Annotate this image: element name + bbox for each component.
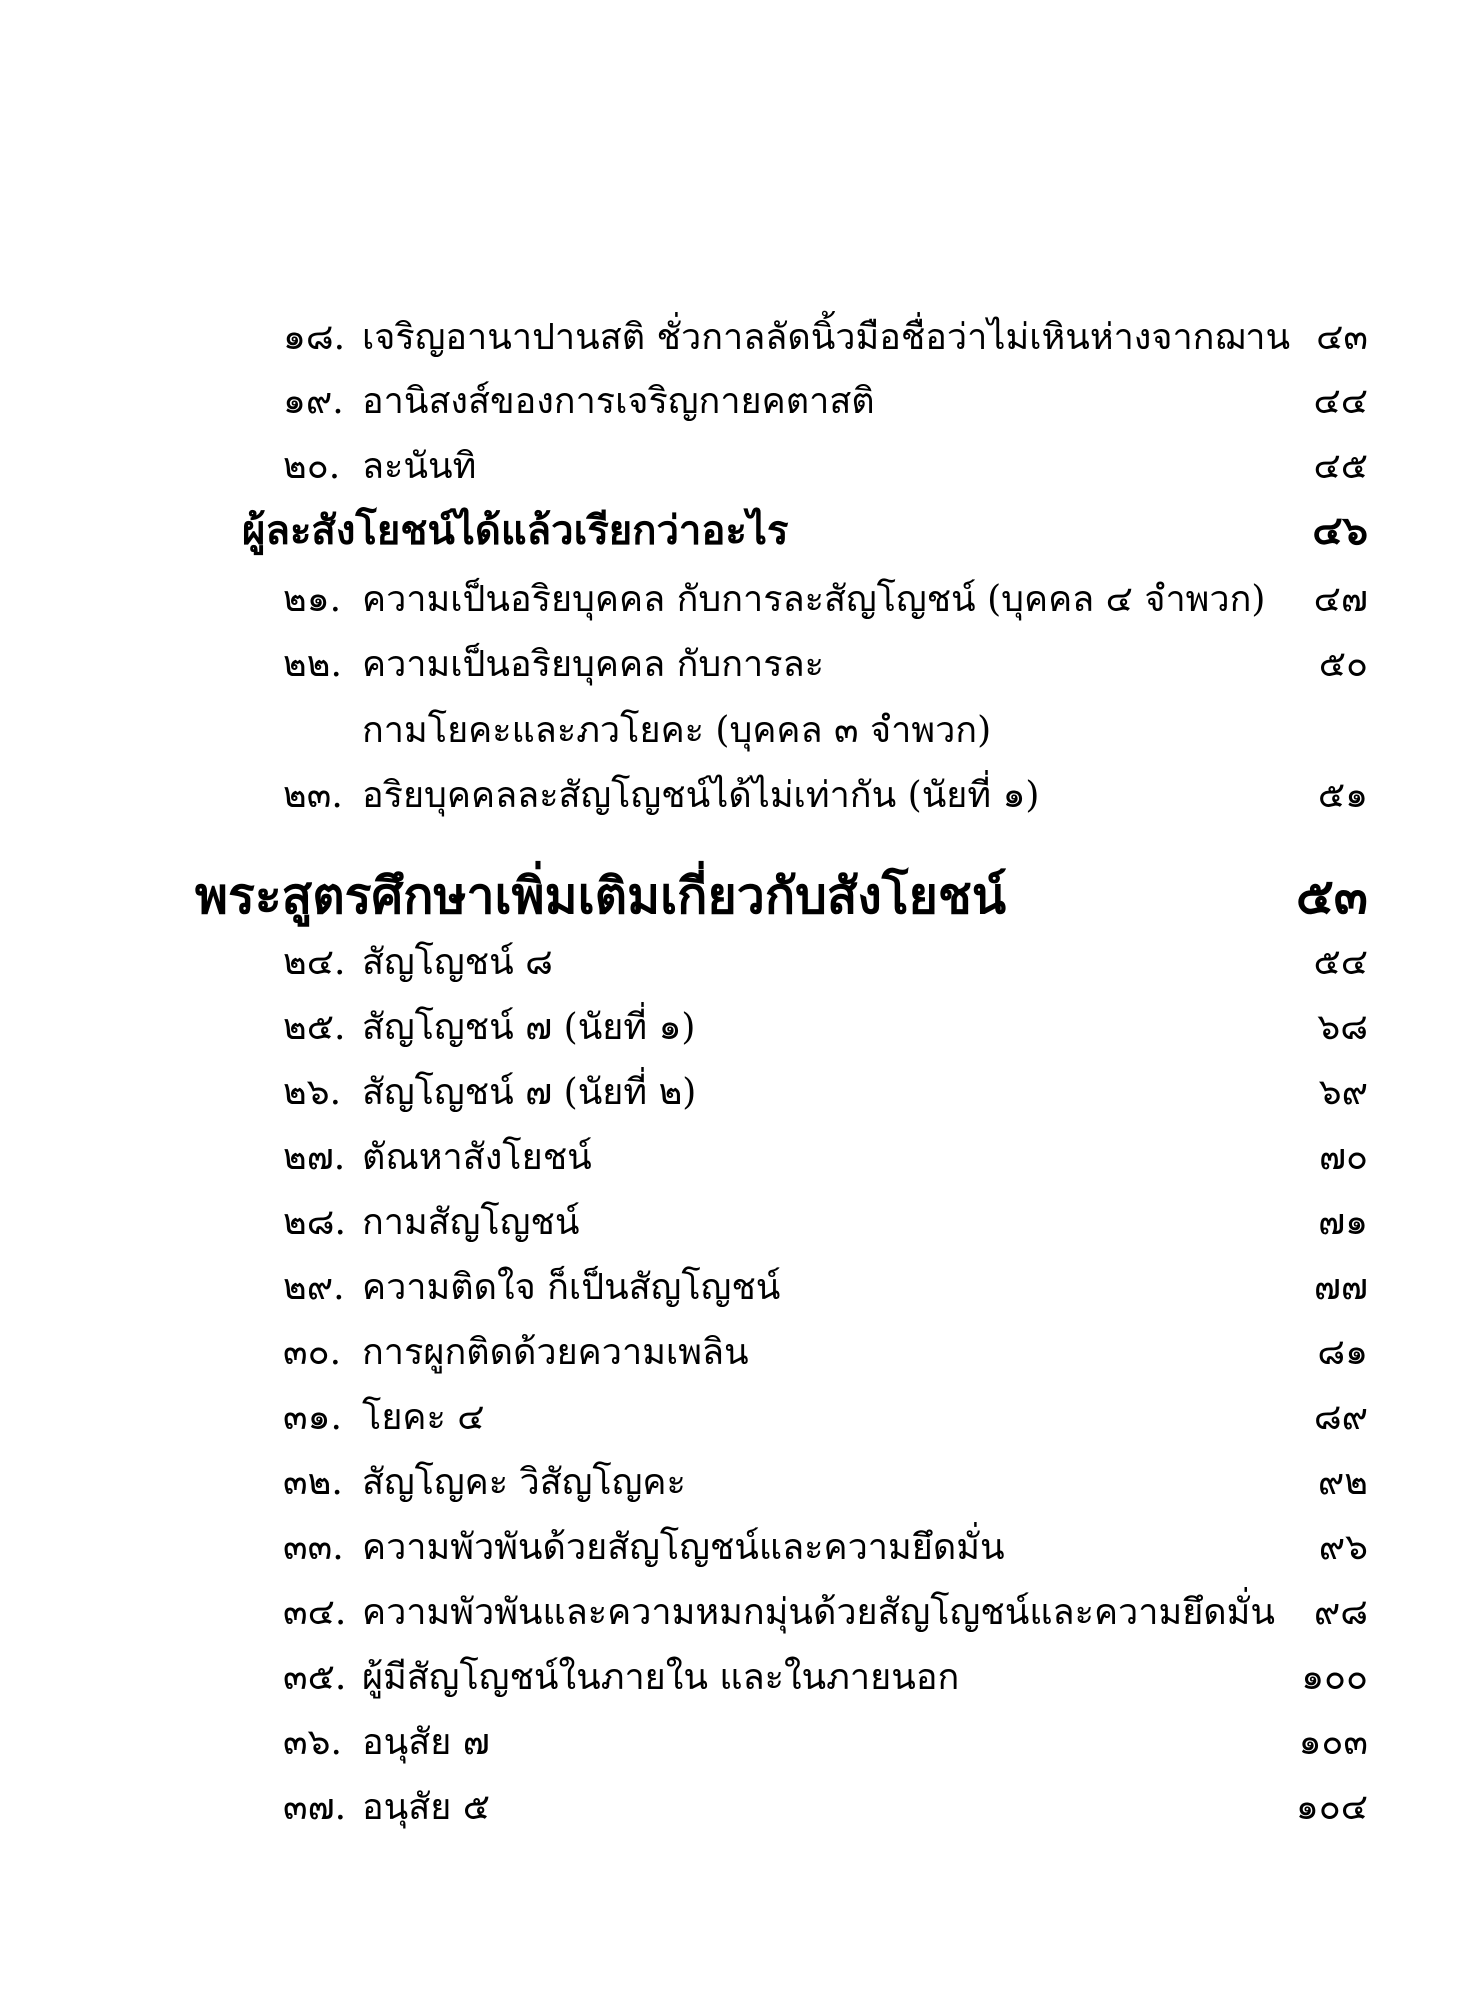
entry-number: ๒๓. [283,775,343,816]
page-number: ๑๐๓ [1298,1722,1368,1763]
page-number: ๕๐ [1318,644,1368,685]
entry-number: ๒๖. [283,1072,342,1113]
toc-entry [0,1069,1476,1117]
entry-number: ๒๗. [283,1137,346,1178]
section-title: พระสูตรศึกษาเพิ่มเติมเกี่ยวกับสังโยชน์ [195,866,1007,925]
page-number: ๔๕ [1313,446,1368,487]
page-number: ๙๖ [1318,1527,1368,1568]
page-number: ๗๐ [1318,1137,1368,1178]
entry-number: ๓๕. [283,1657,347,1698]
entry-number: ๓๗. [283,1787,347,1828]
toc-entry [0,378,1476,426]
entry-title: ละนันทิ [362,446,477,487]
toc-entry [0,1524,1476,1572]
entry-number: ๓๒. [283,1462,343,1503]
entry-title: ความพัวพันด้วยสัญโญชน์และความยึดมั่น [362,1527,1005,1568]
entry-number: ๑๙. [283,381,344,422]
entry-title: ความพัวพันและความหมกมุ่นด้วยสัญโญชน์และความยึดมั่น [362,1592,1276,1633]
page-number: ๗๑ [1318,1202,1368,1243]
toc-entry [0,1784,1476,1832]
entry-number: ๒๔. [283,942,346,983]
entry-number: ๒๙. [283,1267,345,1308]
entry-number: ๓๔. [283,1592,347,1633]
entry-title: อนุสัย ๗ [362,1722,490,1763]
page-number: ๖๙ [1318,1072,1368,1113]
entry-number: ๓๐. [283,1332,342,1373]
toc-entry [0,1329,1476,1377]
page-number: ๔๓ [1316,317,1368,358]
page-number: ๗๗ [1313,1267,1368,1308]
page-number: ๑๐๔ [1295,1787,1368,1828]
page-number: ๘๙ [1313,1397,1368,1438]
page-number: ๘๑ [1317,1332,1368,1373]
entry-title-continued: กามโยคะและภวโยคะ (บุคคล ๓ จำพวก) [362,710,992,751]
toc-subsection-heading [0,505,1476,557]
toc-entry [0,641,1476,689]
page-number: ๔๖ [1312,507,1368,554]
page-number: ๕๓ [1295,866,1368,925]
toc-entry [0,1004,1476,1052]
page-number: ๕๑ [1317,775,1368,816]
toc-entry [0,443,1476,491]
entry-title: ตัณหาสังโยชน์ [362,1137,592,1178]
toc-entry [0,1719,1476,1767]
toc-section-heading [0,865,1476,927]
toc-entry [0,939,1476,987]
toc-entry [0,1394,1476,1442]
toc-entry-continuation [0,707,1476,755]
entry-title: กามสัญโญชน์ [362,1202,580,1243]
toc-entry [0,772,1476,820]
entry-title: อนุสัย ๕ [362,1787,490,1828]
toc-entry [0,1199,1476,1247]
entry-title: เจริญอานาปานสติ ชั่วกาลลัดนิ้วมือชื่อว่าไม่เหินห่างจากฌาน [362,317,1291,358]
entry-number: ๒๒. [283,644,342,685]
page-number: ๖๘ [1317,1007,1368,1048]
entry-number: ๓๑. [283,1397,342,1438]
entry-number: ๑๘. [283,317,346,358]
entry-number: ๒๐. [283,446,341,487]
page-number: ๕๔ [1313,942,1368,983]
page-number: ๔๗ [1313,579,1368,620]
entry-title: ความเป็นอริยบุคคล กับการละสัญโญชน์ (บุคคล ๔ จำพวก) [362,579,1266,620]
page-number: ๑๐๐ [1301,1657,1368,1698]
toc-entry [0,1654,1476,1702]
entry-title: สัญโญชน์ ๗ (นัยที่ ๒) [362,1072,697,1113]
subsection-title: ผู้ละสังโยชน์ได้แล้วเรียกว่าอะไร [242,507,789,554]
entry-title: ผู้มีสัญโญชน์ในภายใน และในภายนอก [362,1657,960,1698]
toc-entry [0,576,1476,624]
entry-title: อานิสงส์ของการเจริญกายคตาสติ [362,381,875,422]
entry-number: ๒๑. [283,579,342,620]
entry-number: ๒๘. [283,1202,346,1243]
toc-entry [0,1459,1476,1507]
entry-number: ๒๕. [283,1007,346,1048]
toc-entry [0,1134,1476,1182]
entry-title: สัญโญคะ วิสัญโญคะ [362,1462,686,1503]
entry-title: ความเป็นอริยบุคคล กับการละ [362,644,824,685]
page-number: ๙๒ [1317,1462,1368,1503]
entry-title: อริยบุคคลละสัญโญชน์ได้ไม่เท่ากัน (นัยที่ ๑) [362,775,1040,816]
toc-entry [0,314,1476,362]
entry-title: ความติดใจ ก็เป็นสัญโญชน์ [362,1267,781,1308]
page-number: ๔๔ [1313,381,1368,422]
entry-title: การผูกติดด้วยความเพลิน [362,1332,749,1373]
entry-number: ๓๓. [283,1527,344,1568]
toc-entry [0,1589,1476,1637]
entry-title: สัญโญชน์ ๘ [362,942,553,983]
page-number: ๙๘ [1313,1592,1368,1633]
entry-title: โยคะ ๔ [362,1397,485,1438]
entry-title: สัญโญชน์ ๗ (นัยที่ ๑) [362,1007,696,1048]
toc-entry [0,1264,1476,1312]
entry-number: ๓๖. [283,1722,342,1763]
